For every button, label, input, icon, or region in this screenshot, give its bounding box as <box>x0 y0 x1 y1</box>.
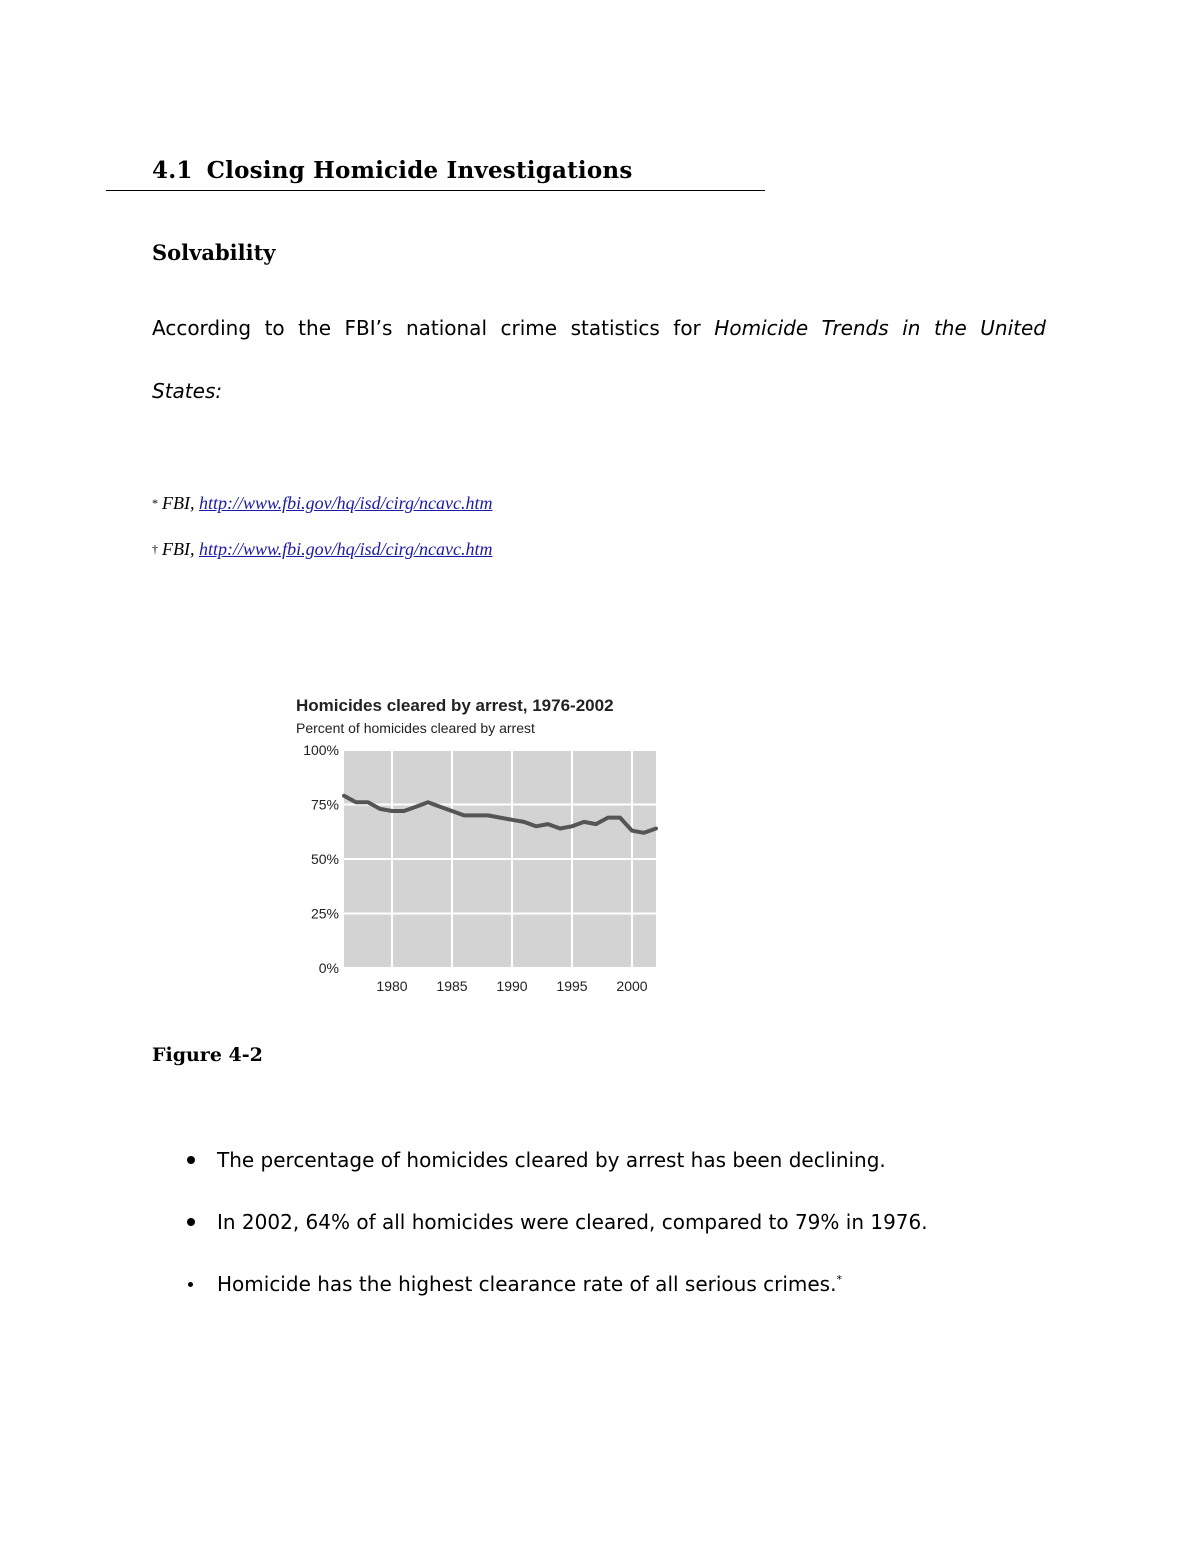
x-tick-label: 1980 <box>376 978 408 994</box>
report-title-part-2: States: <box>152 379 223 403</box>
bullet-icon <box>188 1282 193 1287</box>
y-tick-label: 75% <box>310 796 339 813</box>
x-tick-label: 1995 <box>556 978 588 994</box>
list-item-text-with-note <box>217 1271 842 1297</box>
data-point <box>486 814 489 817</box>
report-title-part-1: Homicide Trends in the United <box>714 316 1046 340</box>
data-point <box>654 827 657 830</box>
data-point <box>618 816 621 819</box>
figure-caption: Figure 4-2 <box>152 1044 263 1066</box>
data-point <box>642 831 645 834</box>
footnote-1-link[interactable]: http://www.fbi.gov/hq/isd/cirg/ncavc.htm <box>198 493 493 513</box>
section-title: Closing Homicide Investigations <box>206 157 633 184</box>
bullet-icon <box>187 1218 195 1226</box>
list-item-text: In 2002, 64% of all homicides were cleared, compared to 79% in 1976. <box>217 1210 928 1234</box>
data-point <box>522 820 525 823</box>
data-point <box>498 816 501 819</box>
y-tick-label: 0% <box>318 960 339 976</box>
chart-subtitle: Percent of homicides cleared by arrest <box>296 720 535 736</box>
data-point <box>582 820 585 823</box>
subheading-solvability: Solvability <box>152 240 276 265</box>
data-point <box>546 823 549 826</box>
data-point <box>366 801 369 804</box>
y-tick-label: 100% <box>303 742 339 758</box>
data-point <box>570 825 573 828</box>
footnote-1 <box>152 492 492 514</box>
data-point <box>402 809 405 812</box>
footnote-2-mark: † <box>152 542 158 556</box>
intro-text: According to the FBI’s national crime statistics for <box>152 316 715 340</box>
list-item-text: The percentage of homicides cleared by arrest has been declining. <box>217 1148 886 1172</box>
footnote-1-source: FBI, <box>162 493 199 513</box>
data-point <box>594 823 597 826</box>
intro-paragraph-line-2 <box>152 378 1046 404</box>
data-point <box>606 816 609 819</box>
intro-paragraph-line-1 <box>152 315 1046 341</box>
data-point <box>630 829 633 832</box>
data-point <box>438 805 441 808</box>
footnote-2-source: FBI, <box>162 539 199 559</box>
data-point <box>474 814 477 817</box>
data-point <box>378 807 381 810</box>
section-heading <box>152 157 632 184</box>
data-point <box>342 794 345 797</box>
data-point <box>450 809 453 812</box>
footnote-2 <box>152 538 492 560</box>
data-point <box>390 809 393 812</box>
section-number: 4.1 <box>152 157 193 184</box>
footnote-1-mark: * <box>152 496 158 510</box>
y-tick-label: 25% <box>310 905 339 922</box>
bullet-icon <box>187 1156 195 1164</box>
y-tick-label: 50% <box>310 851 339 867</box>
data-point <box>534 825 537 828</box>
footnote-reference: * <box>836 1273 842 1286</box>
data-point <box>426 801 429 804</box>
x-tick-label: 1985 <box>436 978 468 994</box>
data-point <box>414 805 417 808</box>
x-tick-label: 2000 <box>616 978 648 994</box>
chart-title: Homicides cleared by arrest, 1976-2002 <box>296 696 614 715</box>
data-point <box>510 818 513 821</box>
chart-figure <box>294 690 674 1000</box>
heading-underline <box>106 190 765 191</box>
clearance-rate-chart <box>294 690 674 1000</box>
data-point <box>558 827 561 830</box>
footnote-2-link[interactable]: http://www.fbi.gov/hq/isd/cirg/ncavc.htm <box>198 539 493 559</box>
data-point <box>354 801 357 804</box>
x-tick-label: 1990 <box>496 978 528 994</box>
data-point <box>462 814 465 817</box>
list-item-text: Homicide has the highest clearance rate of all serious crimes. <box>217 1272 837 1296</box>
